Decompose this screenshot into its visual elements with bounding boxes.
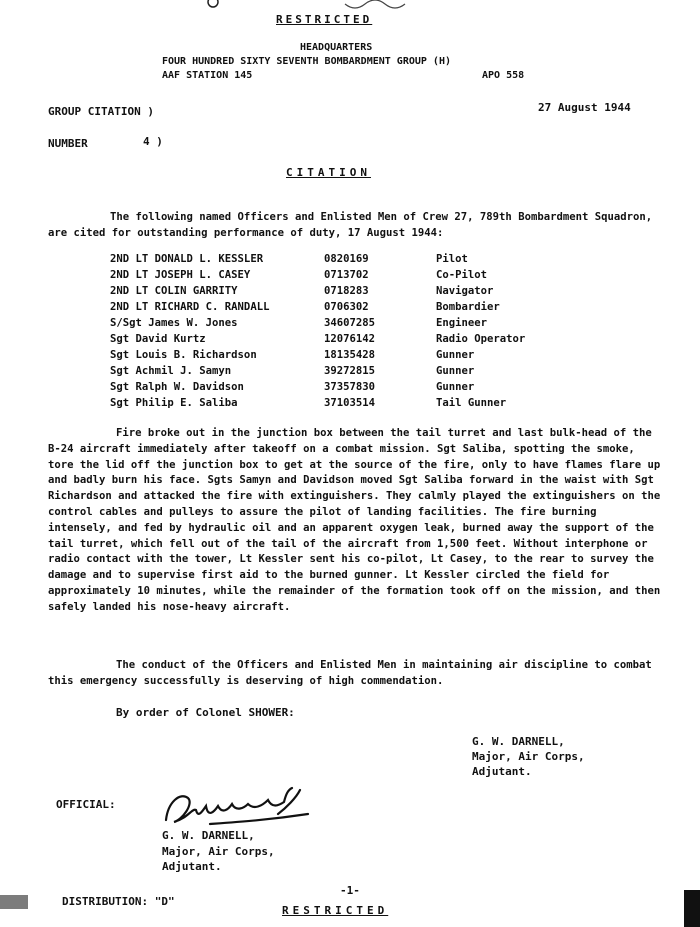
right-sig-rank: Major, Air Corps, [472, 750, 585, 763]
scan-artifact-left [0, 895, 28, 909]
crew-duty: Tail Gunner [436, 397, 507, 409]
crew-name: 2ND LT JOSEPH L. CASEY [110, 269, 251, 281]
header-apo: APO 558 [482, 70, 525, 81]
right-sig-name: G. W. DARNELL, [472, 735, 565, 748]
crew-name: Sgt Philip E. Saliba [110, 397, 238, 409]
crew-serial: 37357830 [324, 381, 376, 393]
crew-serial: 39272815 [324, 365, 376, 377]
crew-row [110, 365, 590, 381]
crew-row [110, 285, 590, 301]
citation-date: 27 August 1944 [538, 101, 631, 114]
body-paragraph: Fire broke out in the junction box between the tail turret and last bulk-head of the B-24 aircraft immediately after takeoff on a combat mission. Sgt Saliba, spotting the smoke, tore the lid off the junction box to get at the source of the fire, only to have flames flare up and badly burn his face. Sgts Samyn and Davidson moved Sgt Saliba forward in the waist with Sgt Richardson and attacked the fire with extinguishers. They calmly played the extinguishers on the control cables and pulleys to assure the pilot of landing facilities. The fire burning intensely, and fed by hydraulic oil and an apparent oxygen leak, burned away the support of the tail turret, which fell out of the tail of the aircraft from 1,500 feet. Without interphone or radio contact with the tower, Lt Kessler sent his co-pilot, Lt Casey, to the rear to survey the damage and to supervise first aid to the burned gunner. Lt Kessler circled the field for approximately 10 minutes, while the remainder of the formation took off on the mission, and then safely landed his nose-heavy aircraft. [48, 427, 661, 613]
left-sig-name: G. W. DARNELL, [162, 829, 255, 842]
number-label: NUMBER [48, 137, 88, 150]
classification-top: RESTRICTED [276, 13, 373, 26]
page-number: -1- [340, 884, 360, 897]
crew-serial: 12076142 [324, 333, 376, 345]
order-line: By order of Colonel SHOWER: [116, 706, 295, 719]
crew-row [110, 253, 590, 269]
header-line1: HEADQUARTERS [300, 42, 373, 53]
crew-serial: 0706302 [324, 301, 369, 313]
crew-serial: 0820169 [324, 253, 369, 265]
crew-list [110, 253, 590, 413]
official-label: OFFICIAL: [56, 798, 116, 811]
crew-row [110, 333, 590, 349]
top-scribble [195, 0, 495, 14]
crew-duty: Co-Pilot [436, 269, 488, 281]
left-sig-rank: Major, Air Corps, [162, 845, 275, 858]
classification-bottom: RESTRICTED [282, 904, 389, 917]
crew-duty: Pilot [436, 253, 468, 265]
crew-duty: Navigator [436, 285, 494, 297]
crew-serial: 37103514 [324, 397, 376, 409]
crew-name: Sgt Ralph W. Davidson [110, 381, 244, 393]
crew-duty: Gunner [436, 365, 475, 377]
crew-name: 2ND LT COLIN GARRITY [110, 285, 238, 297]
right-sig-title: Adjutant. [472, 765, 532, 778]
crew-row [110, 349, 590, 365]
crew-serial: 0718283 [324, 285, 369, 297]
crew-serial: 0713702 [324, 269, 369, 281]
crew-name: Sgt Louis B. Richardson [110, 349, 257, 361]
closing-paragraph: The conduct of the Officers and Enlisted Men in maintaining air discipline to combat this emergency successfully is deserving of high commendation. [48, 659, 652, 687]
crew-name: Sgt David Kurtz [110, 333, 206, 345]
header-station: AAF STATION 145 [162, 70, 253, 81]
crew-name: Sgt Achmil J. Samyn [110, 365, 232, 377]
crew-name: S/Sgt James W. Jones [110, 317, 238, 329]
crew-duty: Bombardier [436, 301, 500, 313]
crew-row [110, 269, 590, 285]
citation-title: CITATION [286, 166, 371, 179]
crew-duty: Gunner [436, 349, 475, 361]
crew-duty: Radio Operator [436, 333, 526, 345]
header-line2: FOUR HUNDRED SIXTY SEVENTH BOMBARDMENT GROUP (H) [162, 56, 451, 67]
left-sig-title: Adjutant. [162, 860, 222, 873]
intro-paragraph: The following named Officers and Enlisted Men of Crew 27, 789th Bombardment Squadron, are cited for outstanding performance of duty, 17 August 1944: [48, 211, 653, 239]
crew-row [110, 381, 590, 397]
scan-artifact-edge [684, 890, 700, 927]
crew-name: 2ND LT DONALD L. KESSLER [110, 253, 264, 265]
crew-duty: Gunner [436, 381, 475, 393]
group-citation-label: GROUP CITATION ) [48, 105, 154, 118]
crew-row [110, 397, 590, 413]
crew-serial: 34607285 [324, 317, 376, 329]
crew-name: 2ND LT RICHARD C. RANDALL [110, 301, 270, 313]
crew-row [110, 301, 590, 317]
number-value: 4 ) [143, 135, 163, 148]
crew-duty: Engineer [436, 317, 488, 329]
distribution-line: DISTRIBUTION: "D" [62, 895, 175, 908]
crew-row [110, 317, 590, 333]
crew-serial: 18135428 [324, 349, 376, 361]
